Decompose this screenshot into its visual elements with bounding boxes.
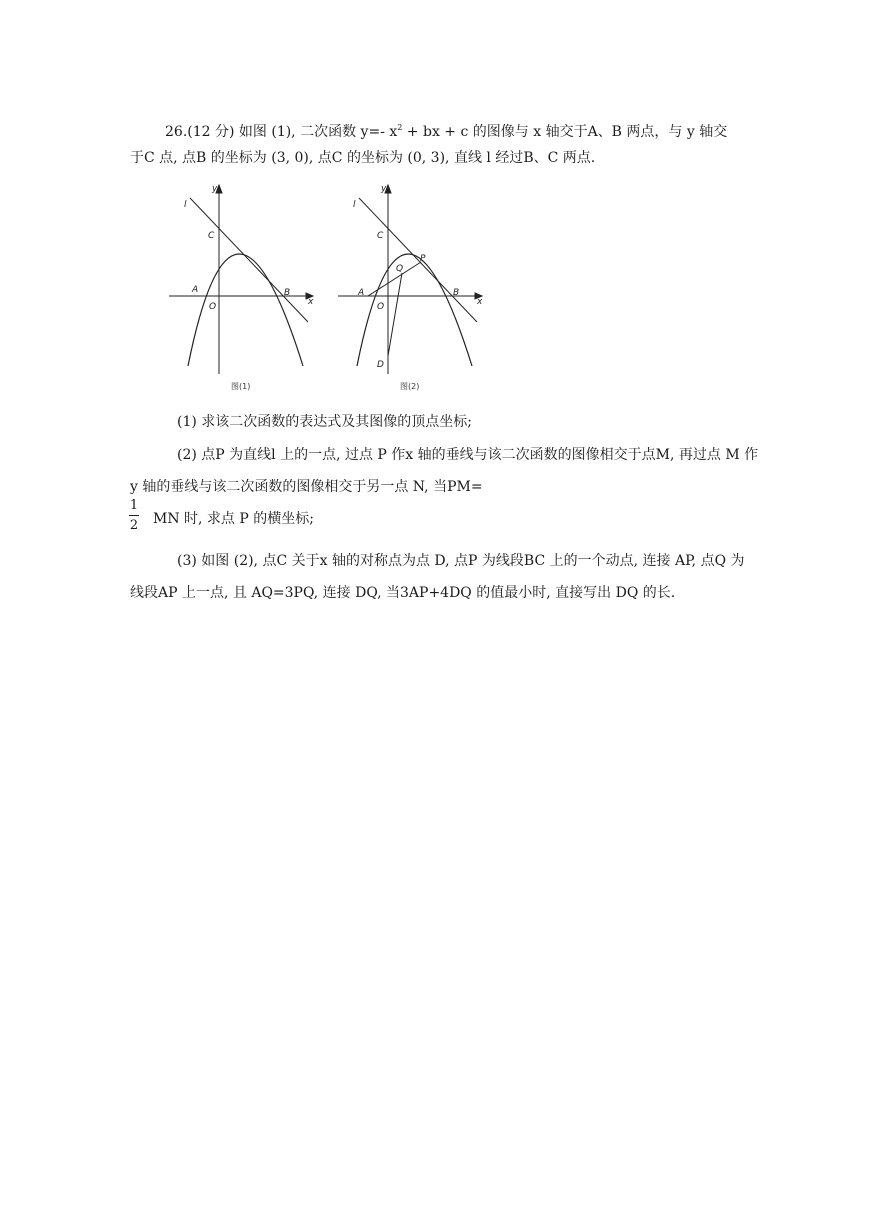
parabola <box>188 254 303 366</box>
line-l <box>190 198 308 322</box>
label-l: l <box>353 200 356 210</box>
label-A: A <box>358 288 365 298</box>
label-B: B <box>284 288 291 298</box>
figure-2-caption: 图(2) <box>400 382 420 391</box>
question-2-line-1: (2) 点P 为直线l 上的一点, 过点 P 作x 轴的垂线与该二次函数的图像相交于点M, 再过点 M 作 <box>177 447 759 463</box>
segment-AP <box>368 262 421 296</box>
problem-line-1 <box>165 119 727 141</box>
label-B: B <box>453 288 460 298</box>
segment-DQ <box>388 273 402 356</box>
label-D: D <box>377 360 384 370</box>
question-2-line-3: MN 时, 求点 P 的横坐标; <box>153 511 314 527</box>
parabola <box>357 254 472 366</box>
fraction-one-half <box>129 498 139 533</box>
problem-line-1-text: 26.(12 分) 如图 (1), 二次函数 y=- x <box>165 124 398 140</box>
figure-2-axes <box>338 185 482 374</box>
label-l: l <box>184 200 187 210</box>
question-2-line-2: y 轴的垂线与该二次函数的图像相交于另一点 N, 当PM= <box>130 479 483 495</box>
problem-line-1-text-cont: + bx + c 的图像与 x 轴交于A、B 两点，与 y 轴交 <box>402 124 728 140</box>
fraction-numerator: 1 <box>129 498 139 513</box>
problem-line-2: 于C 点, 点B 的坐标为 (3, 0), 点C 的坐标为 (0, 3), 直线 l 经过B、C 两点. <box>130 150 596 166</box>
figure-2 <box>332 180 492 395</box>
label-Q: Q <box>396 264 404 274</box>
label-C: C <box>208 231 215 241</box>
figure-1-axes <box>169 185 313 374</box>
label-C: C <box>377 231 384 241</box>
label-x: x <box>308 297 314 307</box>
label-y: y <box>212 184 218 194</box>
label-x: x <box>477 297 483 307</box>
label-y: y <box>381 184 387 194</box>
question-1: (1) 求该二次函数的表达式及其图像的顶点坐标; <box>177 414 472 430</box>
label-P: P <box>420 254 426 264</box>
question-3-line-1: (3) 如图 (2), 点C 关于x 轴的对称点为点 D, 点P 为线段BC 上的一个动点, 连接 AP, 点Q 为 <box>177 553 745 569</box>
fraction-bar <box>129 515 139 516</box>
label-O: O <box>209 302 217 312</box>
label-O: O <box>377 302 385 312</box>
label-A: A <box>192 285 199 295</box>
figure-1-caption: 图(1) <box>231 382 251 391</box>
exponent: 2 <box>397 123 403 132</box>
fraction-denominator: 2 <box>129 518 139 533</box>
question-3-line-2: 线段AP 上一点, 且 AQ=3PQ, 连接 DQ, 当3AP+4DQ 的值最小时, 直接写出 DQ 的长. <box>130 585 676 601</box>
figure-1 <box>163 180 323 395</box>
